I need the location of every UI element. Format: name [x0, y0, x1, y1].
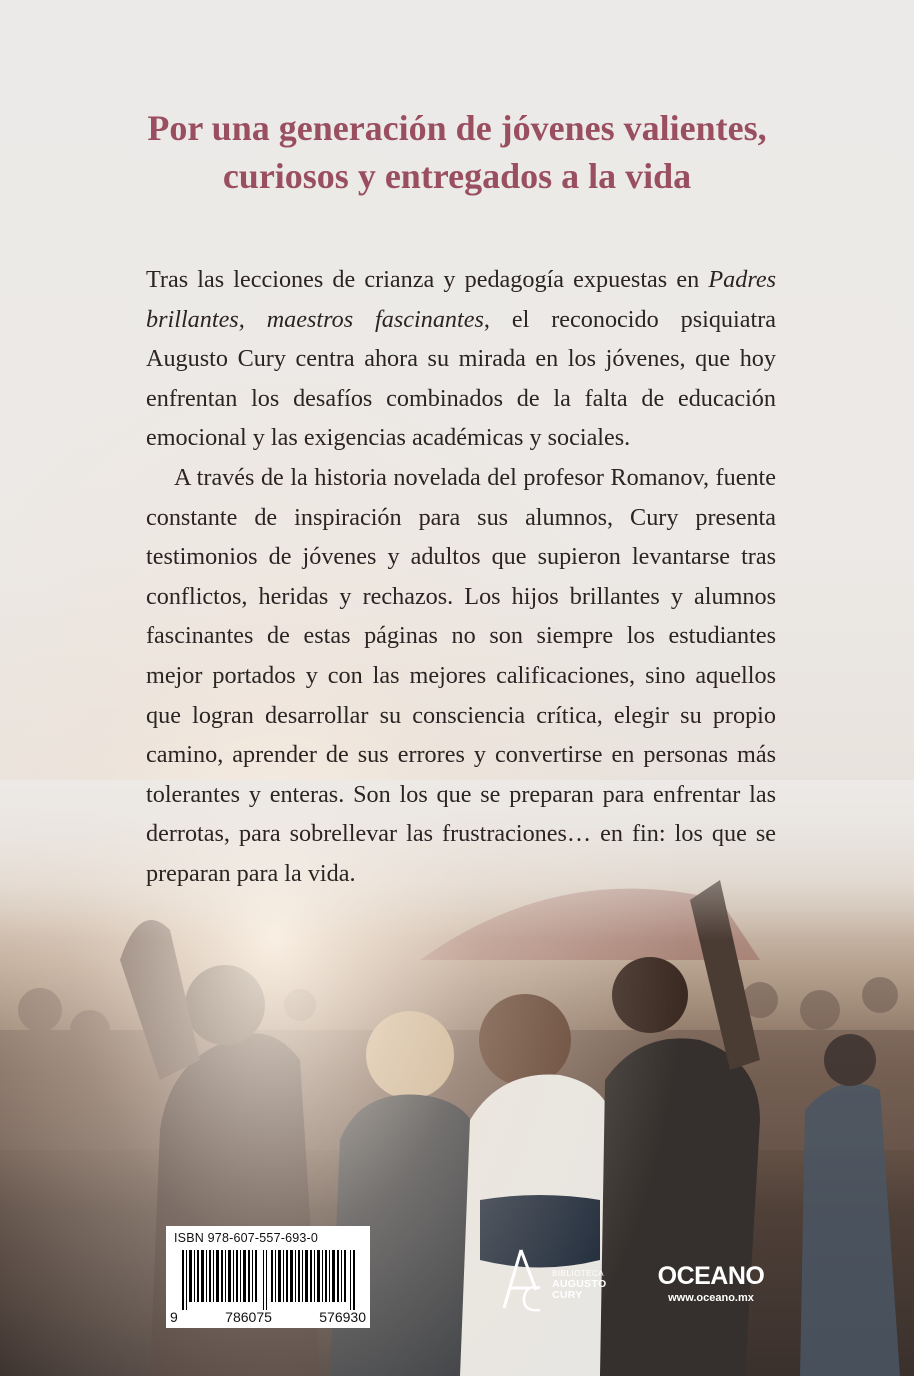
publisher-logo [656, 1262, 766, 1304]
synopsis-paragraph-2: A través de la historia novelada del profesor Romanov, fuente constante de inspiración para sus alumnos, Cury presenta testimonios de jóvenes y adultos que supieron levantarse tras conflictos, heridas y rechazos. Los hijos brillantes y alumnos fascinantes de estas páginas no son siempre los estudiantes mejor portados y con las mejores calificaciones, sino aquellos que logran desarrollar su consciencia crítica, elegir su propio camino, aprender de sus errores y convertirse en personas más tolerantes y enteras. Son los que se preparan para enfrentar las derrotas, para sobrellevar las frustraciones… en fin: los que se preparan para la vida. [146, 463, 776, 887]
tagline-line-2: curiosos y entregados a la vida [222, 156, 692, 196]
synopsis [146, 260, 776, 894]
imprint-logo [496, 1248, 646, 1318]
tagline-line-1: Por una generación de jóvenes valientes, [147, 108, 767, 148]
isbn-label: ISBN 978-607-557-693-0 [174, 1231, 319, 1245]
imprint-name-line-2: CURY [552, 1289, 583, 1301]
barcode-digits-left: 786075 [225, 1309, 272, 1325]
barcode-digits-right: 576930 [319, 1309, 366, 1325]
imprint-name-line-1: AUGUSTO [552, 1278, 607, 1290]
tagline [60, 104, 854, 200]
publisher-name: OCEANO [657, 1262, 765, 1290]
ac-monogram-icon [496, 1248, 546, 1316]
barcode-digits [170, 1309, 366, 1325]
barcode-digit-lead: 9 [170, 1309, 178, 1325]
barcode-icon [170, 1250, 366, 1310]
imprint-text [552, 1268, 606, 1301]
synopsis-text: Tras las lecciones de crianza y pedagogía expuestas en [146, 266, 709, 293]
book-title-reference: Padres brillantes, maestros fascinantes [146, 266, 776, 333]
imprint-label: BIBLIOTECA [552, 1269, 605, 1278]
synopsis-text: , el reconocido psiquiatra Augusto Cury centra ahora su mirada en los jóvenes, que hoy enfrentan los desafíos combinados de la falta de educación emocional y las exigencias académicas y sociales. [146, 305, 776, 452]
publisher-url: www.oceano.mx [668, 1292, 754, 1304]
synopsis-paragraph-1 [146, 260, 776, 458]
barcode-panel [166, 1226, 370, 1328]
